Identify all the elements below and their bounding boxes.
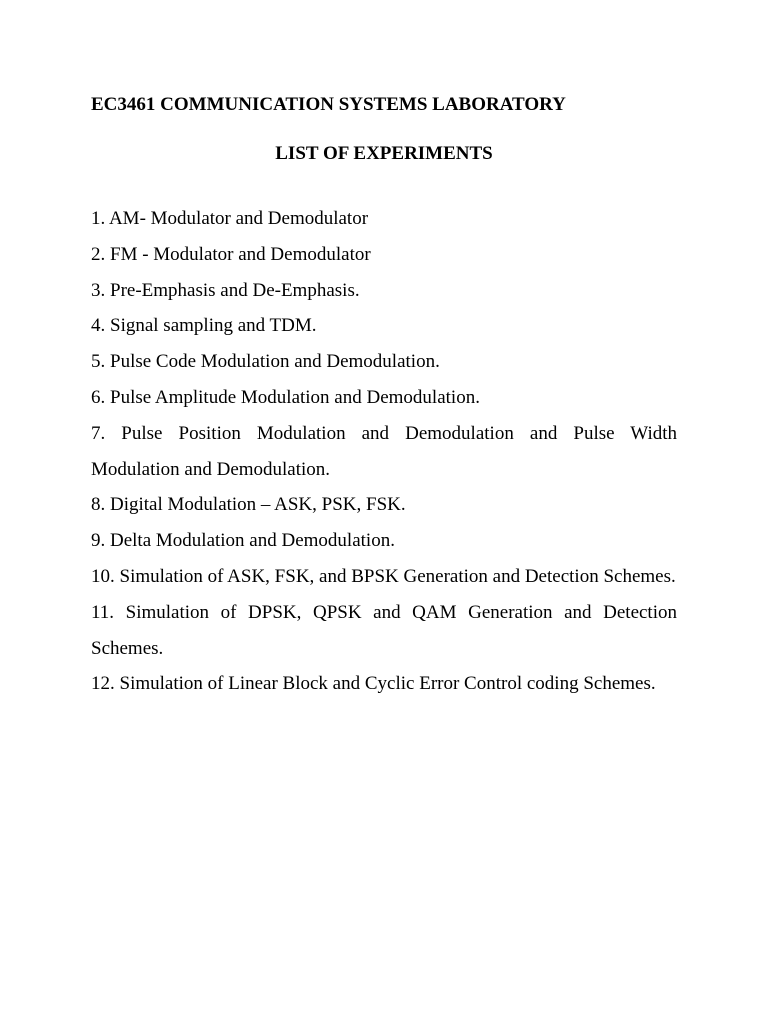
course-title: EC3461 COMMUNICATION SYSTEMS LABORATORY [91, 94, 566, 115]
experiment-item: 9. Delta Modulation and Demodulation. [91, 530, 395, 552]
experiment-item: 6. Pulse Amplitude Modulation and Demodulation. [91, 386, 480, 408]
experiment-item: 8. Digital Modulation – ASK, PSK, FSK. [91, 494, 406, 516]
experiment-item: 5. Pulse Code Modulation and Demodulation. [91, 351, 440, 373]
list-heading: LIST OF EXPERIMENTS [275, 143, 493, 164]
experiment-item: 12. Simulation of Linear Block and Cyclic Error Control coding Schemes. [91, 673, 656, 695]
experiment-item: 4. Signal sampling and TDM. [91, 315, 317, 337]
experiment-item: 11. Simulation of DPSK, QPSK and QAM Generation and Detection Schemes. [91, 601, 677, 659]
experiment-item: 3. Pre-Emphasis and De-Emphasis. [91, 279, 360, 301]
experiment-item: 2. FM - Modulator and Demodulator [91, 243, 371, 265]
experiment-item: 7. Pulse Position Modulation and Demodulation and Pulse Width Modulation and Demodulation. [91, 422, 677, 480]
experiment-item: 10. Simulation of ASK, FSK, and BPSK Generation and Detection Schemes. [91, 565, 676, 587]
document-page [91, 92, 677, 702]
experiment-list [91, 201, 677, 702]
experiment-item: 1. AM- Modulator and Demodulator [91, 208, 369, 229]
